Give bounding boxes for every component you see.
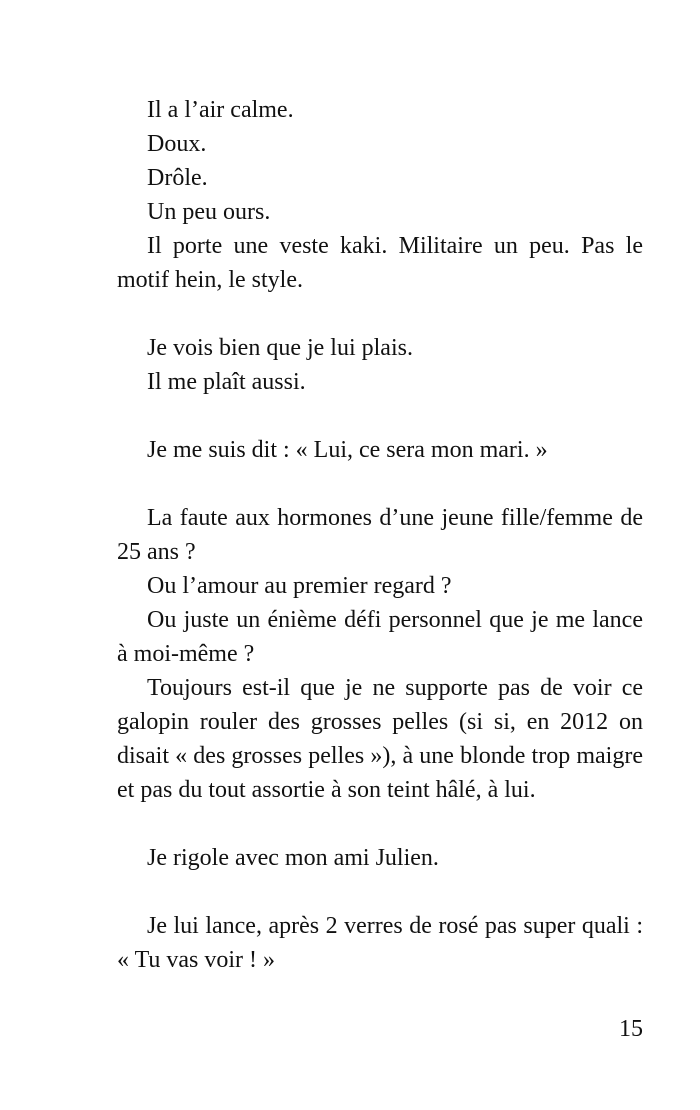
paragraph-gap [117,467,643,501]
paragraph: Ou l’amour au premier regard ? [147,573,452,599]
paragraph: La faute aux hormones d’une jeune fille/femme de 25 ans ? [117,505,643,565]
paragraph: Ou juste un énième défi personnel que je me lance à moi-même ? [117,607,643,667]
paragraph: Je me suis dit : « Lui, ce sera mon mari. » [147,437,548,463]
paragraph: Il a l’air calme. [147,97,294,123]
page-body [117,93,643,977]
paragraph-gap [117,807,643,841]
paragraph: Un peu ours. [147,199,271,225]
paragraph: Toujours est-il que je ne supporte pas de voir ce galopin rouler des grosses pelles (si si, en 2012 on disait « des grosses pelles »), à une blonde trop maigre et pas du tout assortie à son teint hâlé, à lui. [117,675,643,803]
paragraph-gap [117,875,643,909]
paragraph: Je vois bien que je lui plais. [147,335,413,361]
paragraph-gap [117,297,643,331]
paragraph: Je lui lance, après 2 verres de rosé pas super quali : « Tu vas voir ! » [117,913,643,973]
paragraph-gap [117,399,643,433]
page-number: 15 [619,1016,643,1042]
paragraph: Je rigole avec mon ami Julien. [147,845,439,871]
paragraph: Il porte une veste kaki. Militaire un peu. Pas le motif hein, le style. [117,233,643,293]
paragraph: Drôle. [147,165,208,191]
paragraph: Il me plaît aussi. [147,369,306,395]
paragraph: Doux. [147,131,207,157]
